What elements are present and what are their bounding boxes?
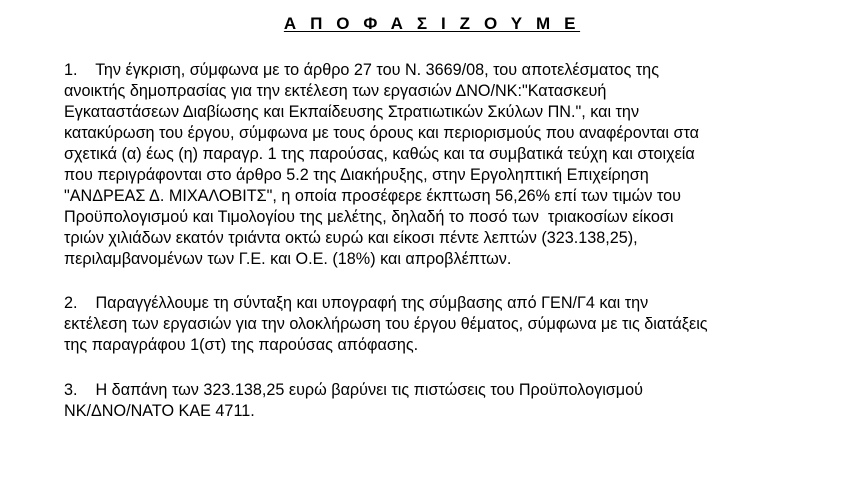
item-1-line-10: περιλαμβανομένων των Γ.Ε. και Ο.Ε. (18%) και απροβλέπτων. [64,250,512,268]
decision-item-3 [64,380,824,422]
item-1-line-8: Προϋπολογισμού και Τιμολογίου της μελέτης, δηλαδή το ποσό των τριακοσίων είκοσι [64,208,674,226]
item-1-line-7: "ΑΝΔΡΕΑΣ Δ. ΜΙΧΑΛΟΒΙΤΣ", η οποία προσέφερε έκπτωση 56,26% επί των τιμών του [64,187,681,205]
item-1-line-3: Εγκαταστάσεων Διαβίωσης και Εκπαίδευσης Στρατιωτικών Σκύλων ΠΝ.", και την [64,103,640,121]
decision-item-1 [64,60,824,270]
item-1-line-4: κατακύρωση του έργου, σύμφωνα με τους όρους και περιορισμούς που αναφέρονται στα [64,124,699,142]
item-2-line-3: της παραγράφου 1(στ) της παρούσας απόφασης. [64,336,419,354]
item-1-line-1: 1. Την έγκριση, σύμφωνα με το άρθρο 27 του Ν. 3669/08, του αποτελέσματος της [64,61,659,79]
item-2-line-2: εκτέλεση των εργασιών για την ολοκλήρωση του έργου θέματος, σύμφωνα με τις διατάξεις [64,315,708,333]
item-3-line-1: 3. Η δαπάνη των 323.138,25 ευρώ βαρύνει τις πιστώσεις του Προϋπολογισμού [64,381,643,399]
item-3-line-2: ΝΚ/ΔΝΟ/ΝΑΤΟ ΚΑΕ 4711. [64,402,255,420]
item-1-line-5: σχετικά (α) έως (η) παραγρ. 1 της παρούσας, καθώς και τα συμβατικά τεύχη και στοιχεία [64,145,695,163]
decision-heading: Α Π Ο Φ Α Σ Ι Ζ Ο Υ Μ Ε [283,14,581,33]
item-1-line-2: ανοικτής δημοπρασίας για την εκτέλεση των εργασιών ΔΝΟ/ΝΚ:"Κατασκευή [64,82,607,100]
item-1-line-9: τριών χιλιάδων εκατόν τριάντα οκτώ ευρώ και είκοσι πέντε λεπτών (323.138,25), [64,229,638,247]
decision-item-2 [64,293,824,356]
item-2-line-1: 2. Παραγγέλλουμε τη σύνταξη και υπογραφή της σύμβασης από ΓΕΝ/Γ4 και την [64,294,649,312]
item-1-line-6: που περιγράφονται στο άρθρο 5.2 της Διακήρυξης, στην Εργοληπτική Επιχείρηση [64,166,649,184]
